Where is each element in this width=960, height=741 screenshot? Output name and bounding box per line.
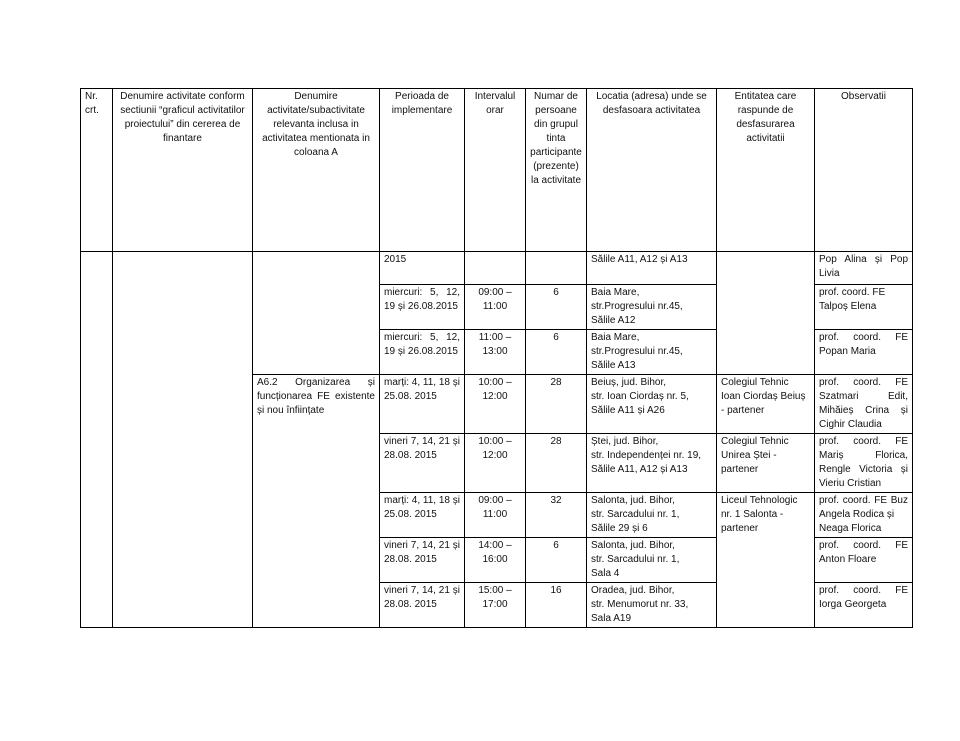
interval-cell: 09:00 – 11:00	[465, 493, 526, 538]
observations-cell: prof. coord. FE Mariș Florica, Rengle Victoria și Vieriu Cristian	[815, 434, 913, 493]
persons-cell: 6	[526, 285, 587, 330]
header-entity: Entitatea care raspunde de desfasurarea activitatii	[717, 89, 815, 252]
observations-cell: Pop Alina și Pop Livia	[815, 252, 913, 285]
entity-cell: Colegiul Tehnic Unirea Ștei - partener	[717, 434, 815, 493]
period-cell: vineri 7, 14, 21 și 28.08. 2015	[380, 538, 465, 583]
header-observations: Observatii	[815, 89, 913, 252]
location-cell: Oradea, jud. Bihor, str. Menumorut nr. 33, Sala A19	[587, 583, 717, 628]
subactivity-cell-empty	[253, 252, 380, 375]
interval-cell: 15:00 – 17:00	[465, 583, 526, 628]
observations-cell: prof. coord. FE Popan Maria	[815, 330, 913, 375]
header-row	[81, 89, 913, 252]
persons-cell: 6	[526, 538, 587, 583]
persons-cell: 6	[526, 330, 587, 375]
table-row	[81, 252, 913, 285]
nr-cell	[81, 252, 113, 628]
period-cell: miercuri: 5, 12, 19 și 26.08.2015	[380, 285, 465, 330]
location-cell: Baia Mare, str.Progresului nr.45, Sălile A12	[587, 285, 717, 330]
interval-cell: 14:00 – 16:00	[465, 538, 526, 583]
entity-cell	[717, 252, 815, 375]
location-cell: Ștei, jud. Bihor, str. Independenței nr. 19, Sălile A11, A12 și A13	[587, 434, 717, 493]
activity-table	[80, 88, 913, 628]
persons-cell	[526, 252, 587, 285]
header-period: Perioada de implementare	[380, 89, 465, 252]
header-location: Locatia (adresa) unde se desfasoara activitatea	[587, 89, 717, 252]
header-nr: Nr. crt.	[81, 89, 113, 252]
persons-cell: 28	[526, 434, 587, 493]
period-cell: marți: 4, 11, 18 și 25.08. 2015	[380, 375, 465, 434]
persons-cell: 16	[526, 583, 587, 628]
activity-cell	[113, 252, 253, 628]
location-cell: Sălile A11, A12 și A13	[587, 252, 717, 285]
persons-cell: 28	[526, 375, 587, 434]
period-cell: marți: 4, 11, 18 și 25.08. 2015	[380, 493, 465, 538]
interval-cell: 09:00 – 11:00	[465, 285, 526, 330]
location-cell: Salonta, jud. Bihor, str. Sarcadului nr. 1, Sala 4	[587, 538, 717, 583]
location-cell: Salonta, jud. Bihor, str. Sarcadului nr. 1, Sălile 29 și 6	[587, 493, 717, 538]
subactivity-cell: A6.2 Organizarea și funcționarea FE existente și nou înființate	[253, 375, 380, 628]
location-cell: Baia Mare, str.Progresului nr.45, Sălile A13	[587, 330, 717, 375]
persons-cell: 32	[526, 493, 587, 538]
interval-cell: 10:00 – 12:00	[465, 434, 526, 493]
entity-cell: Colegiul Tehnic Ioan Ciordaș Beiuș - partener	[717, 375, 815, 434]
period-cell: vineri 7, 14, 21 și 28.08. 2015	[380, 434, 465, 493]
entity-cell: Liceul Tehnologic nr. 1 Salonta - partener	[717, 493, 815, 628]
period-cell: miercuri: 5, 12, 19 și 26.08.2015	[380, 330, 465, 375]
period-cell: 2015	[380, 252, 465, 285]
observations-cell: prof. coord. FE Anton Floare	[815, 538, 913, 583]
header-subactivity: Denumire activitate/subactivitate relevanta inclusa in activitatea mentionata in coloana A	[253, 89, 380, 252]
interval-cell: 10:00 – 12:00	[465, 375, 526, 434]
header-activity: Denumire activitate conform sectiunii “graficul activitatilor proiectului” din cererea de finantare	[113, 89, 253, 252]
observations-cell: prof. coord. FE Talpoș Elena	[815, 285, 913, 330]
location-cell: Beiuș, jud. Bihor, str. Ioan Ciordaș nr. 5, Sălile A11 și A26	[587, 375, 717, 434]
observations-cell: prof. coord. FE Szatmari Edit, Mihăieș Crina și Cighir Claudia	[815, 375, 913, 434]
interval-cell	[465, 252, 526, 285]
header-persons: Numar de persoane din grupul tinta participante (prezente) la activitate	[526, 89, 587, 252]
observations-cell: prof. coord. FE Iorga Georgeta	[815, 583, 913, 628]
header-interval: Intervalul orar	[465, 89, 526, 252]
interval-cell: 11:00 – 13:00	[465, 330, 526, 375]
observations-cell: prof. coord. FE Buz Angela Rodica și Neaga Florica	[815, 493, 913, 538]
period-cell: vineri 7, 14, 21 și 28.08. 2015	[380, 583, 465, 628]
